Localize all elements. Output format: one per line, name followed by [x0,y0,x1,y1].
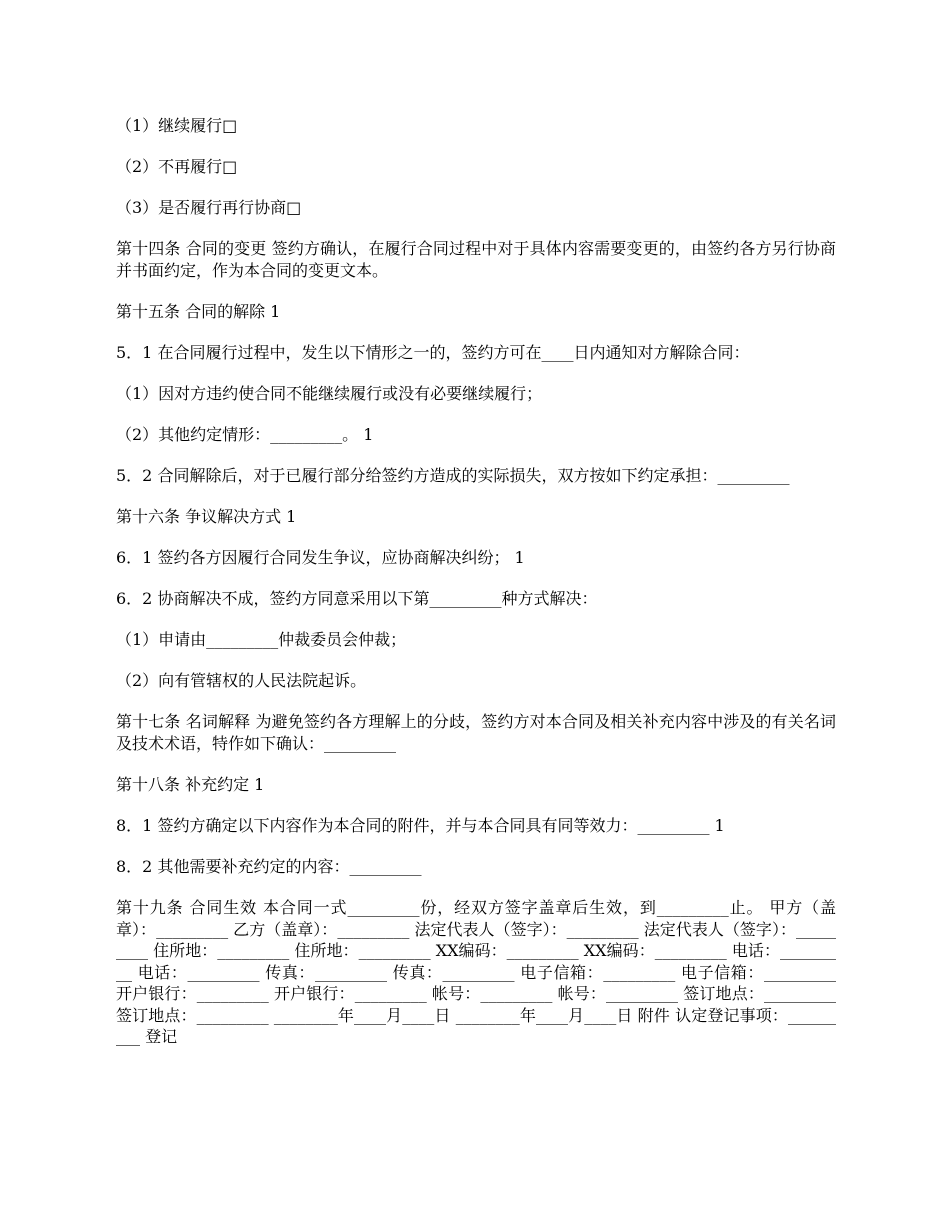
clause-6-2-item-1: （1）申请由_________仲裁委员会仲裁； [116,630,407,649]
clause-5-1-item-1: （1）因对方违约使合同不能继续履行或没有必要继续履行； [116,384,543,403]
article-14-contract-change: 第十四条 合同的变更 签约方确认，在履行合同过程中对于具体内容需要变更的，由签约各方另行协商并书面约定，作为本合同的变更文本。 [116,239,836,280]
clause-8-2: 8．2 其他需要补充约定的内容：_________ [116,857,422,876]
option-stop: （2）不再履行□ [116,157,238,176]
clause-6-2-item-2: （2）向有管辖权的人民法院起诉。 [116,671,367,690]
clause-5-2: 5．2 合同解除后，对于已履行部分给签约方造成的实际损失，双方按如下约定承担：_________ [116,466,790,485]
clause-6-1: 6．1 签约各方因履行合同发生争议，应协商解决纠纷； 1 [116,548,525,567]
option-continue: （1）继续履行□ [116,116,238,135]
article-15-heading: 第十五条 合同的解除 1 [116,302,281,321]
article-18-heading: 第十八条 补充约定 1 [116,775,265,794]
option-negotiate: （3）是否履行再行协商□ [116,198,302,217]
article-19-signature-block: 第十九条 合同生效 本合同一式_________份，经双方签字盖章后生效，到_________止。 甲方（盖章）：_________ 乙方（盖章）：_________ 法定代表人（签字）：_________ 法定代表人（签字）：_________ 住所地：_________ 住所地：_________ XX编码：_________ XX编码：_________ 电话：_________ 电话：_________ 传真：_________ 传真：_________ 电子信箱：_________ 电子信箱：_________ 开户银行：_________ 开户银行：_________ 帐号：_________ 帐号：_________ 签订地点：_________ 签订地点：_________ ________年____月____日 ________年____月____日 附件 认定登记事项：_________ 登记 [116,898,836,1046]
article-17-definitions: 第十七条 名词解释 为避免签约各方理解上的分歧，签约方对本合同及相关补充内容中涉及的有关名词及技术术语，特作如下确认：_________ [116,712,836,753]
clause-5-1: 5．1 在合同履行过程中，发生以下情形之一的，签约方可在____日内通知对方解除合同： [116,343,750,362]
document-body [116,115,836,1048]
article-16-heading: 第十六条 争议解决方式 1 [116,507,297,526]
clause-8-1: 8．1 签约方确定以下内容作为本合同的附件，并与本合同具有同等效力：_________ 1 [116,816,725,835]
clause-5-1-item-2: （2）其他约定情形：_________。 1 [116,425,374,444]
clause-6-2: 6．2 协商解决不成，签约方同意采用以下第_________种方式解决： [116,589,598,608]
